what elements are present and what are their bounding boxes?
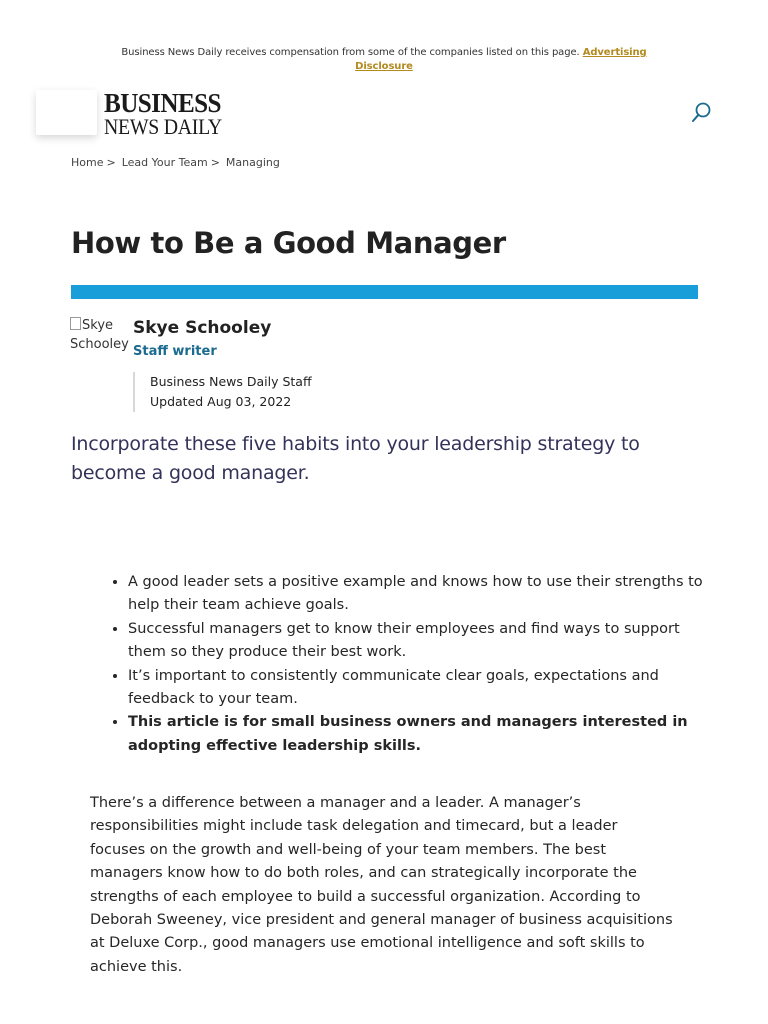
article-meta [133, 372, 312, 412]
list-item: • It’s important to consistently communicate clear goals, expectations and feedback to your team. [128, 665, 703, 712]
breadcrumb [71, 156, 280, 169]
advertising-disclosure-link[interactable]: Advertising Disclosure [355, 47, 647, 72]
breadcrumb-lead-your-team[interactable]: Lead Your Team [121, 156, 208, 169]
search-icon [688, 100, 714, 126]
article-dek: Incorporate these five habits into your leadership strategy to become a good manager. [71, 433, 640, 484]
compensation-disclosure [100, 46, 668, 74]
article-title: How to Be a Good Manager [71, 226, 506, 260]
menu-button[interactable] [36, 90, 97, 135]
title-accent-bar [71, 285, 698, 299]
avatar-alt-text: Skye Schooley [70, 318, 129, 352]
breadcrumb-separator: > [106, 156, 116, 169]
article-paragraph: There’s a difference between a manager and a leader. A manager’s responsibilities might include task delegation and timecard, but a leader focuses on the growth and well-being of your team members. The best managers know how to do both roles, and can strategically incorporate the strengths of each employee to build a successful organization. According to Deborah Sweeney, vice president and general manager of business acquisitions at Deluxe Corp., good managers use emotional intelligence and soft skills to achieve this. [90, 795, 673, 975]
list-item: • A good leader sets a positive example and knows how to use their strengths to help their team achieve goals. [128, 571, 703, 618]
disclosure-text: Business News Daily receives compensation from some of the companies listed on this page. [121, 47, 580, 58]
author-staff-label: Business News Daily Staff [150, 374, 312, 389]
logo-line-1: BUSINESS [104, 88, 221, 118]
author-name[interactable]: Skye Schooley [133, 318, 272, 338]
breadcrumb-separator: > [210, 156, 220, 169]
site-logo[interactable] [104, 90, 235, 138]
breadcrumb-managing[interactable]: Managing [225, 156, 280, 169]
breadcrumb-home[interactable]: Home [71, 156, 104, 169]
list-item: • Successful managers get to know their employees and find ways to support them so they produce their best work. [128, 618, 703, 665]
author-avatar[interactable] [70, 316, 132, 354]
key-takeaways-list [108, 571, 703, 758]
logo-line-2: NEWS DAILY [104, 114, 222, 139]
author-role: Staff writer [133, 344, 217, 359]
list-item: • This article is for small business owners and managers interested in adopting effective leadership skills. [128, 711, 703, 758]
search-button[interactable] [688, 100, 714, 126]
updated-date: Updated Aug 03, 2022 [150, 394, 292, 409]
broken-image-icon [70, 317, 81, 330]
